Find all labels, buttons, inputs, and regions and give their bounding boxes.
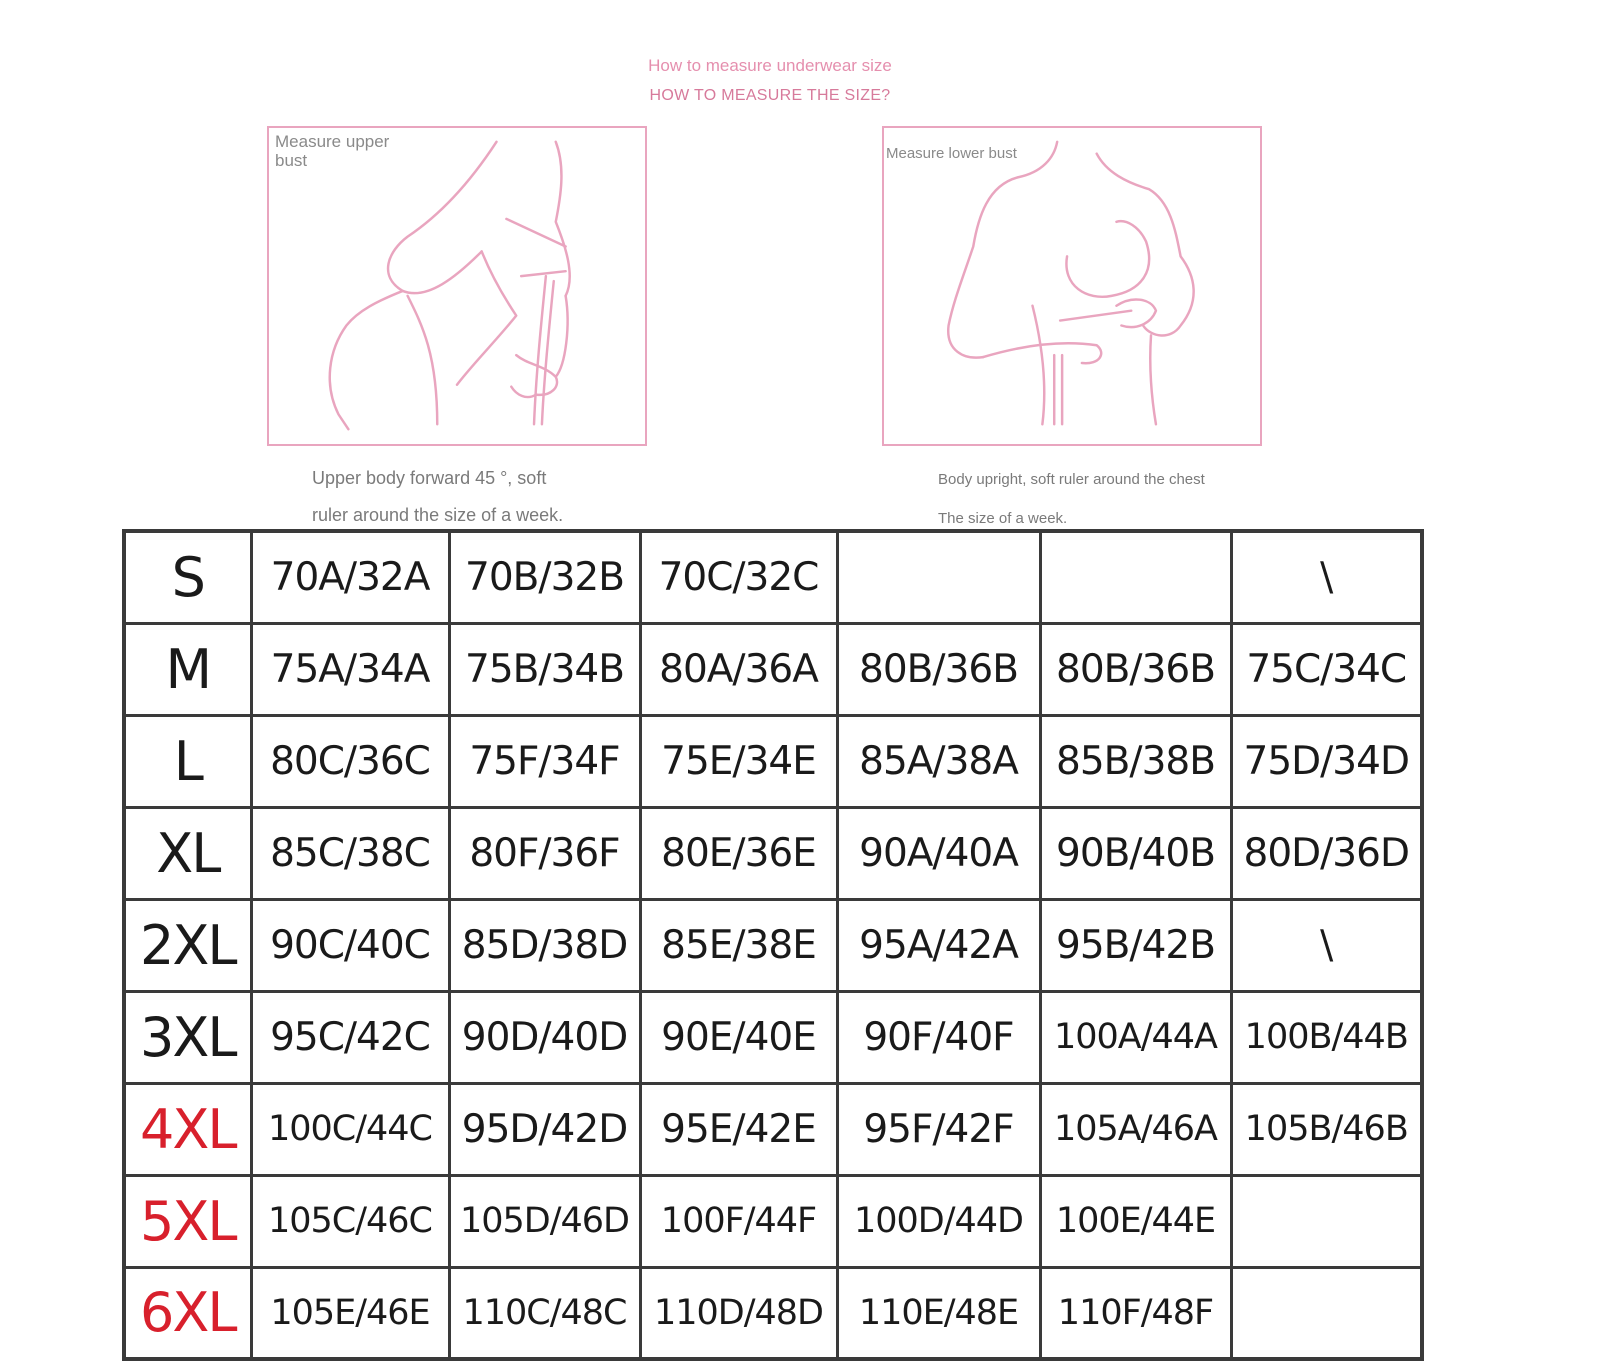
size-value-cell: 100B/44B [1231, 991, 1422, 1083]
size-value-cell: 110E/48E [837, 1267, 1040, 1359]
page-subtitle: HOW TO MEASURE THE SIZE? [649, 87, 891, 104]
size-value-cell: 95F/42F [837, 1083, 1040, 1175]
size-label-cell: M [124, 623, 251, 715]
upper-bust-caption [312, 460, 632, 534]
size-value-cell: 80B/36B [837, 623, 1040, 715]
lower-bust-panel [882, 126, 1262, 446]
size-value-cell: 85C/38C [251, 807, 449, 899]
table-row [124, 1267, 1422, 1359]
table-row [124, 1175, 1422, 1267]
page-title: How to measure underwear size [648, 56, 892, 75]
size-value-cell: 95E/42E [640, 1083, 837, 1175]
size-value-cell: 75C/34C [1231, 623, 1422, 715]
table-row [124, 899, 1422, 991]
size-value-cell: 80D/36D [1231, 807, 1422, 899]
size-value-cell: 75D/34D [1231, 715, 1422, 807]
upper-bust-caption-line1: Upper body forward 45 °, soft [312, 468, 547, 488]
size-value-cell: \ [1231, 899, 1422, 991]
size-value-cell [1231, 1175, 1422, 1267]
size-value-cell: 70B/32B [449, 531, 640, 623]
size-value-cell: 100E/44E [1040, 1175, 1231, 1267]
table-row [124, 531, 1422, 623]
size-value-cell: 100A/44A [1040, 991, 1231, 1083]
size-value-cell: 80E/36E [640, 807, 837, 899]
table-row [124, 623, 1422, 715]
size-value-cell: 70A/32A [251, 531, 449, 623]
upper-bust-panel [267, 126, 647, 446]
lower-bust-illustration [884, 128, 1260, 444]
size-label-cell: 6XL [124, 1267, 251, 1359]
size-label-cell: XL [124, 807, 251, 899]
size-value-cell: 85B/38B [1040, 715, 1231, 807]
size-value-cell: 110D/48D [640, 1267, 837, 1359]
size-label-cell: 4XL [124, 1083, 251, 1175]
size-value-cell: 105C/46C [251, 1175, 449, 1267]
size-label-cell: L [124, 715, 251, 807]
size-value-cell: 90B/40B [1040, 807, 1231, 899]
size-value-cell: 80F/36F [449, 807, 640, 899]
size-value-cell: 85E/38E [640, 899, 837, 991]
size-value-cell: 80A/36A [640, 623, 837, 715]
size-value-cell [1231, 1267, 1422, 1359]
lower-bust-caption-line2: The size of a week. [938, 510, 1068, 527]
size-value-cell [837, 531, 1040, 623]
size-value-cell: 105B/46B [1231, 1083, 1422, 1175]
size-value-cell: 90D/40D [449, 991, 640, 1083]
lower-bust-caption [938, 460, 1298, 538]
size-value-cell: 90C/40C [251, 899, 449, 991]
upper-bust-caption-line2: ruler around the size of a week. [312, 505, 564, 525]
upper-bust-illustration [269, 128, 645, 444]
size-value-cell: 95D/42D [449, 1083, 640, 1175]
size-label-cell: S [124, 531, 251, 623]
size-value-cell: 95C/42C [251, 991, 449, 1083]
size-label-cell: 3XL [124, 991, 251, 1083]
size-chart-table [122, 529, 1424, 1361]
size-chart-body [124, 531, 1422, 1359]
size-value-cell: 105A/46A [1040, 1083, 1231, 1175]
table-row [124, 1083, 1422, 1175]
size-value-cell: 95A/42A [837, 899, 1040, 991]
lower-bust-label: Measure lower bust [886, 145, 1017, 162]
size-value-cell: 85A/38A [837, 715, 1040, 807]
table-row [124, 991, 1422, 1083]
size-value-cell: 110C/48C [449, 1267, 640, 1359]
size-value-cell: 100F/44F [640, 1175, 837, 1267]
size-value-cell: 70C/32C [640, 531, 837, 623]
lower-bust-caption-line1: Body upright, soft ruler around the chest [938, 471, 1205, 488]
table-row [124, 807, 1422, 899]
size-value-cell: 75B/34B [449, 623, 640, 715]
size-value-cell: 110F/48F [1040, 1267, 1231, 1359]
size-value-cell: 80C/36C [251, 715, 449, 807]
size-value-cell [1040, 531, 1231, 623]
size-label-cell: 5XL [124, 1175, 251, 1267]
size-value-cell: 105E/46E [251, 1267, 449, 1359]
upper-bust-label: Measure upper bust [275, 132, 390, 170]
size-value-cell: 90A/40A [837, 807, 1040, 899]
size-value-cell: 75A/34A [251, 623, 449, 715]
size-value-cell: 90F/40F [837, 991, 1040, 1083]
size-value-cell: 105D/46D [449, 1175, 640, 1267]
table-row [124, 715, 1422, 807]
size-value-cell: 75E/34E [640, 715, 837, 807]
size-value-cell: \ [1231, 531, 1422, 623]
size-value-cell: 75F/34F [449, 715, 640, 807]
size-value-cell: 90E/40E [640, 991, 837, 1083]
size-value-cell: 95B/42B [1040, 899, 1231, 991]
size-value-cell: 100C/44C [251, 1083, 449, 1175]
size-label-cell: 2XL [124, 899, 251, 991]
size-value-cell: 100D/44D [837, 1175, 1040, 1267]
size-value-cell: 80B/36B [1040, 623, 1231, 715]
size-value-cell: 85D/38D [449, 899, 640, 991]
